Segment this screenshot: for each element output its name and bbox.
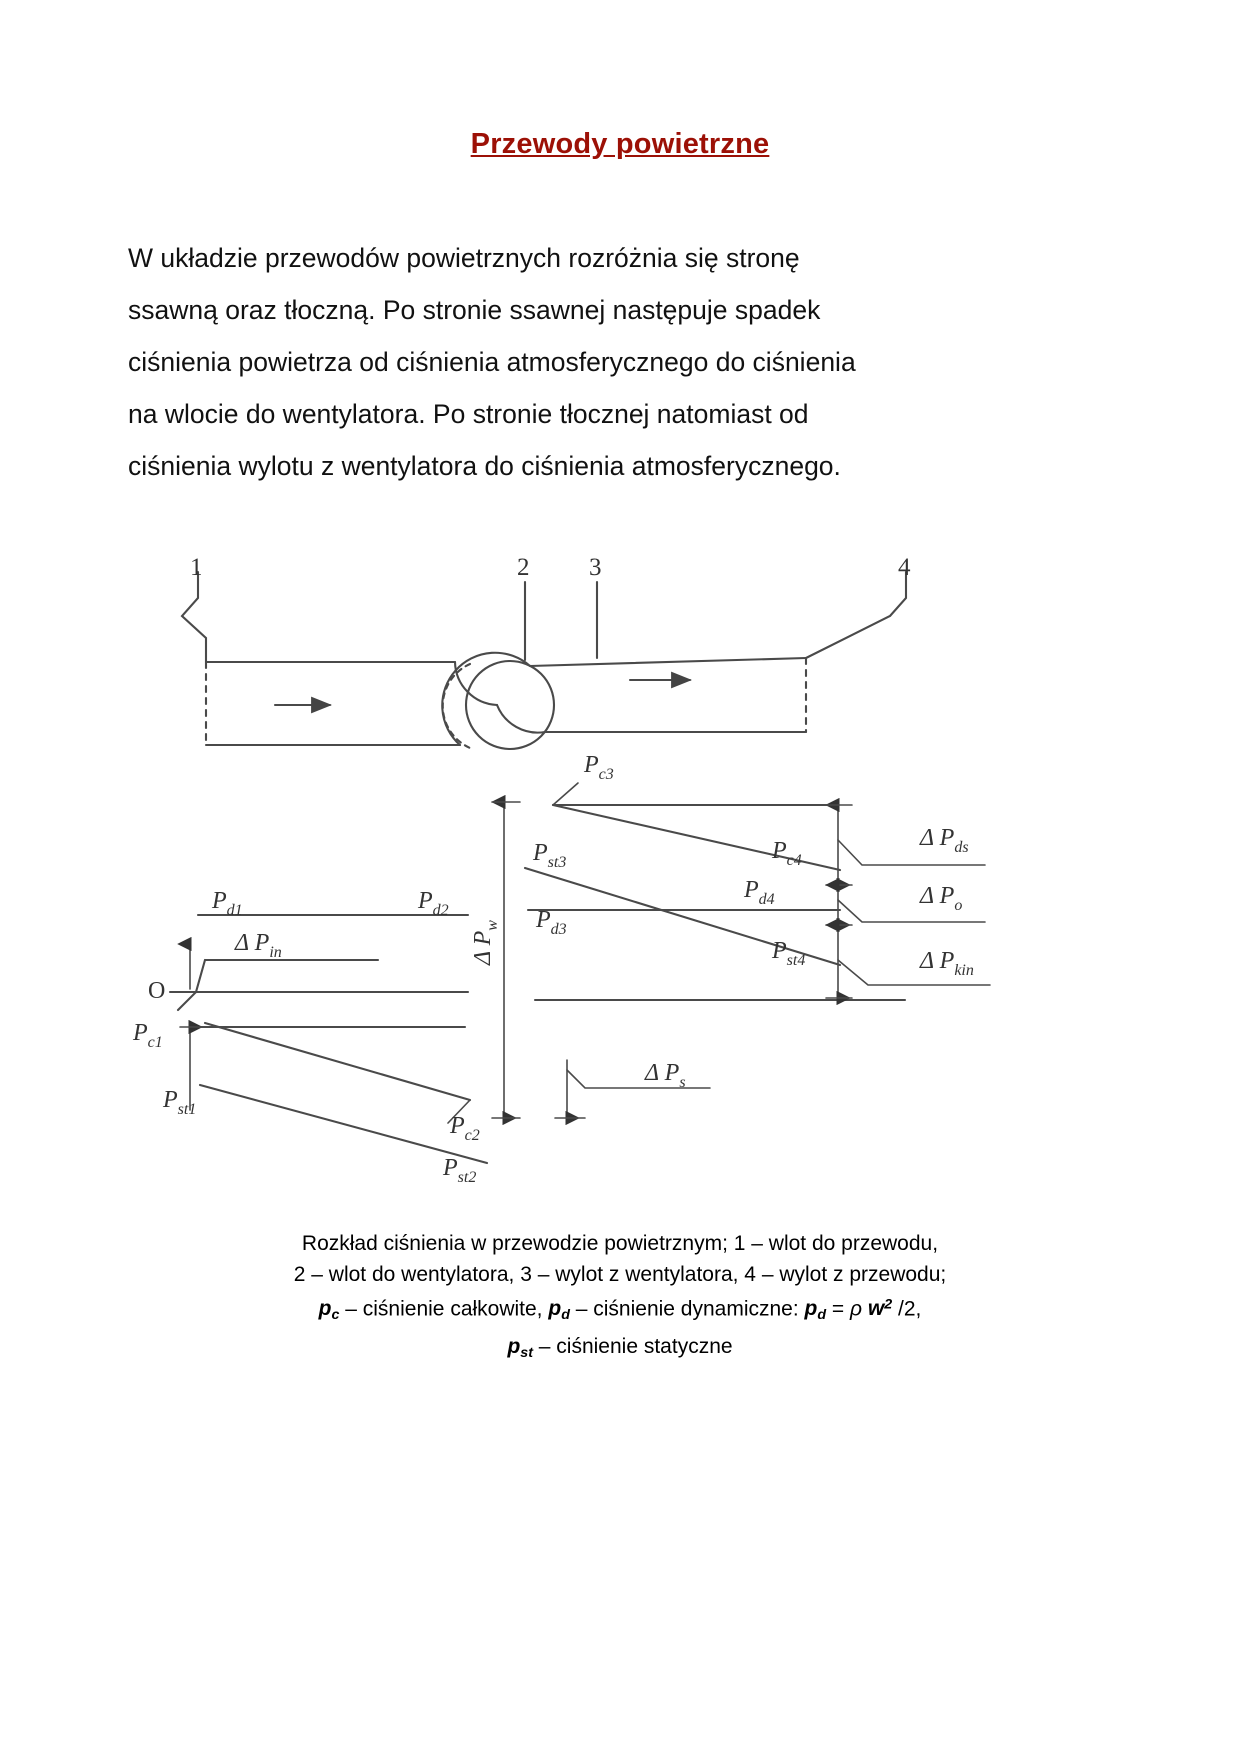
- page-title: Przewody powietrzne: [470, 128, 770, 160]
- label-delta-pw: Δ $P_w$: [470, 920, 501, 965]
- caption-pd-symbol: p: [548, 1297, 562, 1321]
- caption-text-3b: – ciśnienie całkowite,: [339, 1297, 549, 1321]
- caption-line-1: Rozkład ciśnienia w przewodzie powietrznym; 1 – wlot do przewodu,: [301, 1232, 939, 1255]
- leader-delta-pin: [196, 960, 205, 992]
- caption-line-3: [120, 1290, 1120, 1331]
- station-number-1: 1: [190, 554, 203, 581]
- label-pc3: $P_{c3}$: [584, 752, 614, 783]
- caption-pd2-symbol: p: [804, 1297, 818, 1321]
- label-pst3: $P_{st3}$: [533, 840, 567, 871]
- label-pst1: $P_{st1}$: [163, 1087, 197, 1118]
- label-delta-pin: Δ $P_{in}$: [235, 930, 282, 961]
- line-pst1-pst2: [200, 1085, 487, 1163]
- leader-pc3: [553, 783, 578, 805]
- caption-text-3d: – ciśnienie dynamiczne:: [569, 1297, 805, 1321]
- label-pc2: $P_{c2}$: [450, 1113, 480, 1144]
- label-pd1: $P_{d1}$: [212, 888, 243, 919]
- origin-label: O: [148, 978, 166, 1004]
- paragraph-line-3: ciśnienia powietrza od ciśnienia atmosferycznego do ciśnienia: [128, 347, 856, 377]
- caption-pst-subscript: st: [520, 1345, 533, 1362]
- caption-pd2-subscript: d: [817, 1307, 827, 1324]
- line-pst3-pst4: [525, 868, 840, 965]
- leader-delta-ps: [567, 1070, 710, 1088]
- station-number-3: 3: [589, 554, 602, 581]
- caption-text-4b: – ciśnienie statyczne: [532, 1335, 733, 1359]
- label-pc1: $P_{c1}$: [133, 1020, 163, 1051]
- paragraph-line-5: ciśnienia wylotu z wentylatora do ciśnienia atmosferycznego.: [128, 451, 841, 481]
- caption-pc-symbol: p: [318, 1297, 332, 1321]
- paragraph-line-2: ssawną oraz tłoczną. Po stronie ssawnej następuje spadek: [128, 295, 821, 325]
- label-pst2: $P_{st2}$: [443, 1155, 477, 1186]
- caption-pc-subscript: c: [331, 1307, 340, 1324]
- paragraph-line-4: na wlocie do wentylatora. Po stronie tłocznej natomiast od: [128, 399, 809, 429]
- label-pc4: $P_{c4}$: [772, 838, 802, 869]
- caption-pst-symbol: p: [507, 1335, 521, 1359]
- caption-w-symbol: w: [862, 1297, 885, 1321]
- line-pc1-pc2: [205, 1023, 470, 1100]
- label-pd3: $P_{d3}$: [536, 907, 567, 938]
- caption-line-4: [120, 1331, 1120, 1369]
- label-pd2: $P_{d2}$: [418, 888, 449, 919]
- label-delta-po: Δ $P_o$: [920, 883, 963, 914]
- caption-line-2: 2 – wlot do wentylatora, 3 – wylot z wentylatora, 4 – wylot z przewodu;: [293, 1263, 947, 1286]
- line-delta-pin: [178, 992, 378, 1010]
- label-pst4: $P_{st4}$: [772, 938, 806, 969]
- caption-pd-subscript: d: [561, 1307, 570, 1324]
- body-paragraph: [128, 232, 984, 492]
- caption-text-3h: /2,: [892, 1297, 922, 1321]
- label-pd4: $P_{d4}$: [744, 877, 775, 908]
- label-delta-pkin: Δ $P_{kin}$: [920, 948, 974, 979]
- caption-w-exponent: 2: [884, 1297, 893, 1313]
- figure-caption: [120, 1228, 1120, 1369]
- fan-impeller-circle: [466, 661, 554, 749]
- leader-line-1: [182, 572, 206, 662]
- label-delta-ps: Δ $P_s$: [645, 1060, 686, 1091]
- leader-delta-po: [838, 900, 985, 922]
- leader-line-4: [806, 572, 906, 658]
- station-number-4: 4: [898, 554, 911, 581]
- station-number-2: 2: [517, 554, 530, 581]
- pressure-distribution-figure: [0, 540, 1240, 1230]
- caption-text-3f: =: [826, 1297, 851, 1321]
- paragraph-line-1: W układzie przewodów powietrznych rozróżnia się stronę: [128, 243, 800, 273]
- duct-discharge-top: [530, 658, 806, 666]
- label-delta-pds: Δ $P_{ds}$: [920, 825, 969, 856]
- caption-rho-symbol: ρ: [850, 1297, 863, 1321]
- fan-scroll-right: [497, 705, 545, 733]
